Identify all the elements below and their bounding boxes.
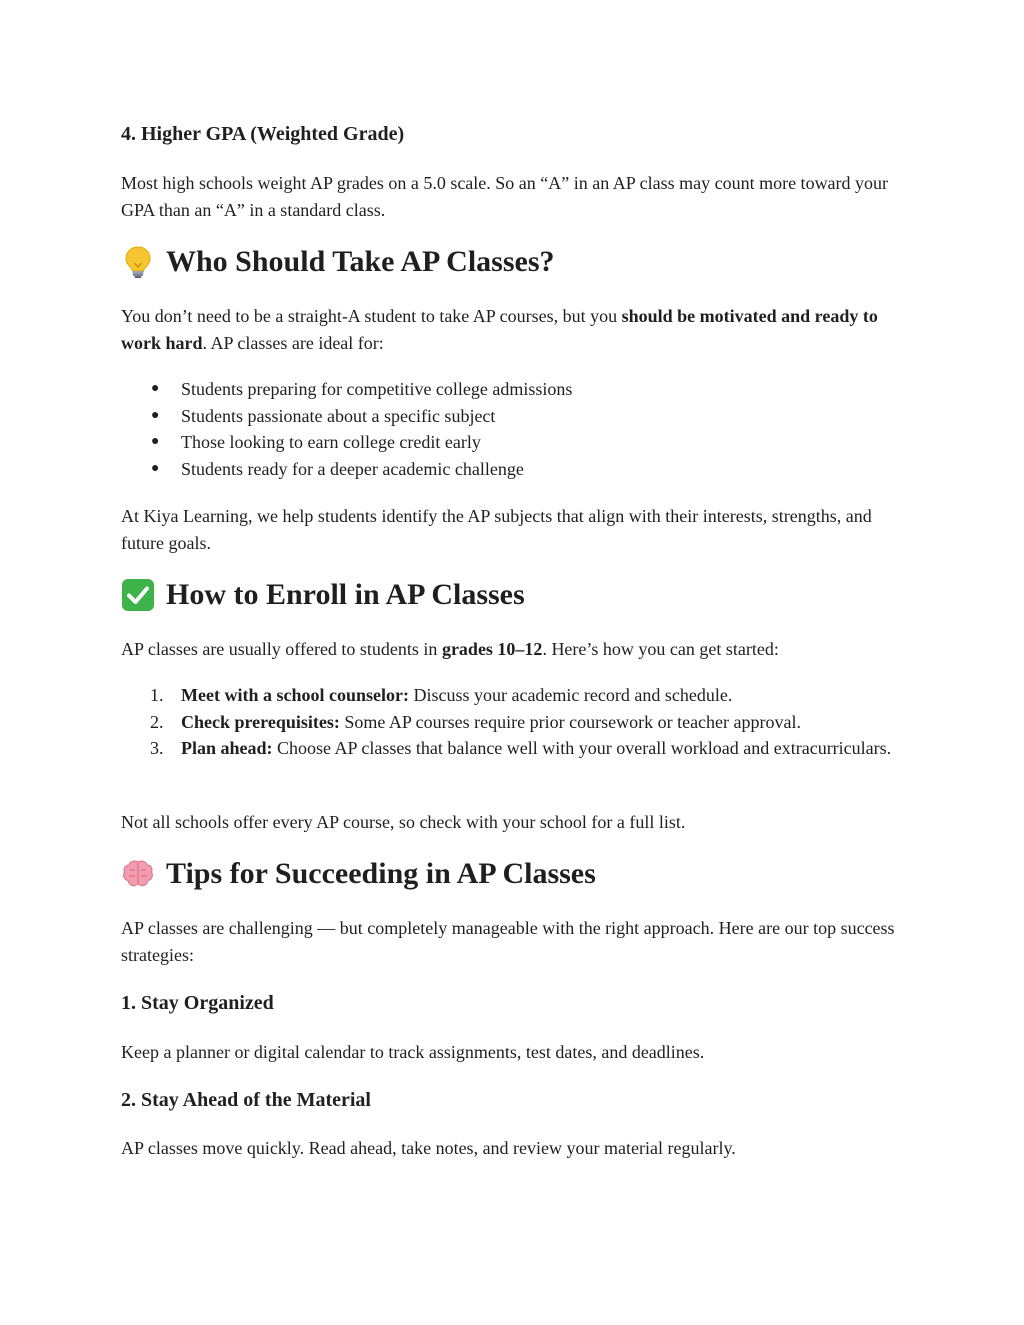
bullet-icon: ● [151,434,160,449]
list-item-text: Those looking to earn college credit early [181,432,481,452]
who-heading-text: Who Should Take AP Classes? [166,245,555,278]
list-item [121,429,572,456]
list-item [121,735,901,762]
who-intro-bold: should be motivated and ready to work hard [121,306,878,353]
bullet-icon: ● [151,407,160,423]
enroll-intro-bold: grades 10–12 [441,639,543,659]
list-item [121,682,901,709]
who-intro-text: You don’t need to be a straight-A student to take AP courses, but you [121,306,622,326]
check-mark-icon [121,578,155,612]
who-bullet-list [121,376,572,482]
enroll-heading-text: How to Enroll in AP Classes [166,578,525,611]
who-intro-text-end: . AP classes are ideal for: [202,333,384,353]
tip-body: AP classes move quickly. Read ahead, take notes, and review your material regularly. [121,1138,736,1158]
gpa-body: Most high schools weight AP grades on a 5.0 scale. So an “A” in an AP class may count more toward your GPA than an “A” in a standard class. [121,173,889,220]
enroll-intro [121,636,901,663]
step-title: Check prerequisites: [181,711,340,732]
list-item [121,376,572,403]
list-item [121,456,572,483]
gpa-heading: 4. Higher GPA (Weighted Grade) [121,123,405,145]
tip-heading: 1. Stay Organized [121,992,274,1014]
bullet-icon: ● [151,381,160,396]
enroll-intro-text: AP classes are usually offered to students in [121,639,442,659]
who-intro [121,303,901,357]
step-number: 3. [150,738,164,758]
list-item [121,403,572,430]
step-title: Plan ahead: [181,738,273,758]
tip-heading: 2. Stay Ahead of the Material [121,1089,371,1111]
tips-heading [121,854,596,894]
enroll-closing: Not all schools offer every AP course, so check with your school for a full list. [121,812,686,832]
list-item-text: Students preparing for competitive college admissions [181,379,573,399]
enroll-steps-list [121,682,901,762]
who-closing: At Kiya Learning, we help students identify the AP subjects that align with their interests, strengths, and future goals. [121,506,872,553]
tip-body: Keep a planner or digital calendar to track assignments, test dates, and deadlines. [121,1042,705,1062]
bullet-icon: ● [151,460,160,476]
tips-heading-text: Tips for Succeeding in AP Classes [166,857,596,890]
step-text: Choose AP classes that balance well with your overall workload and extracurriculars. [272,738,892,758]
lightbulb-icon [121,245,155,279]
list-item-text: Students passionate about a specific subject [181,405,496,426]
tips-intro: AP classes are challenging — but completely manageable with the right approach. Here are our top success strategies: [121,918,895,965]
brain-icon [121,857,155,891]
who-heading [121,242,555,282]
list-item-text: Students ready for a deeper academic challenge [181,458,524,479]
step-number: 1. [150,685,164,705]
list-item [121,709,901,736]
step-text: Some AP courses require prior coursework or teacher approval. [339,711,802,732]
step-text: Discuss your academic record and schedule. [408,685,733,705]
enroll-intro-text-end: . Here’s how you can get started: [542,639,779,659]
enroll-heading [121,575,525,615]
step-number: 2. [150,711,164,732]
step-title: Meet with a school counselor: [181,685,409,705]
